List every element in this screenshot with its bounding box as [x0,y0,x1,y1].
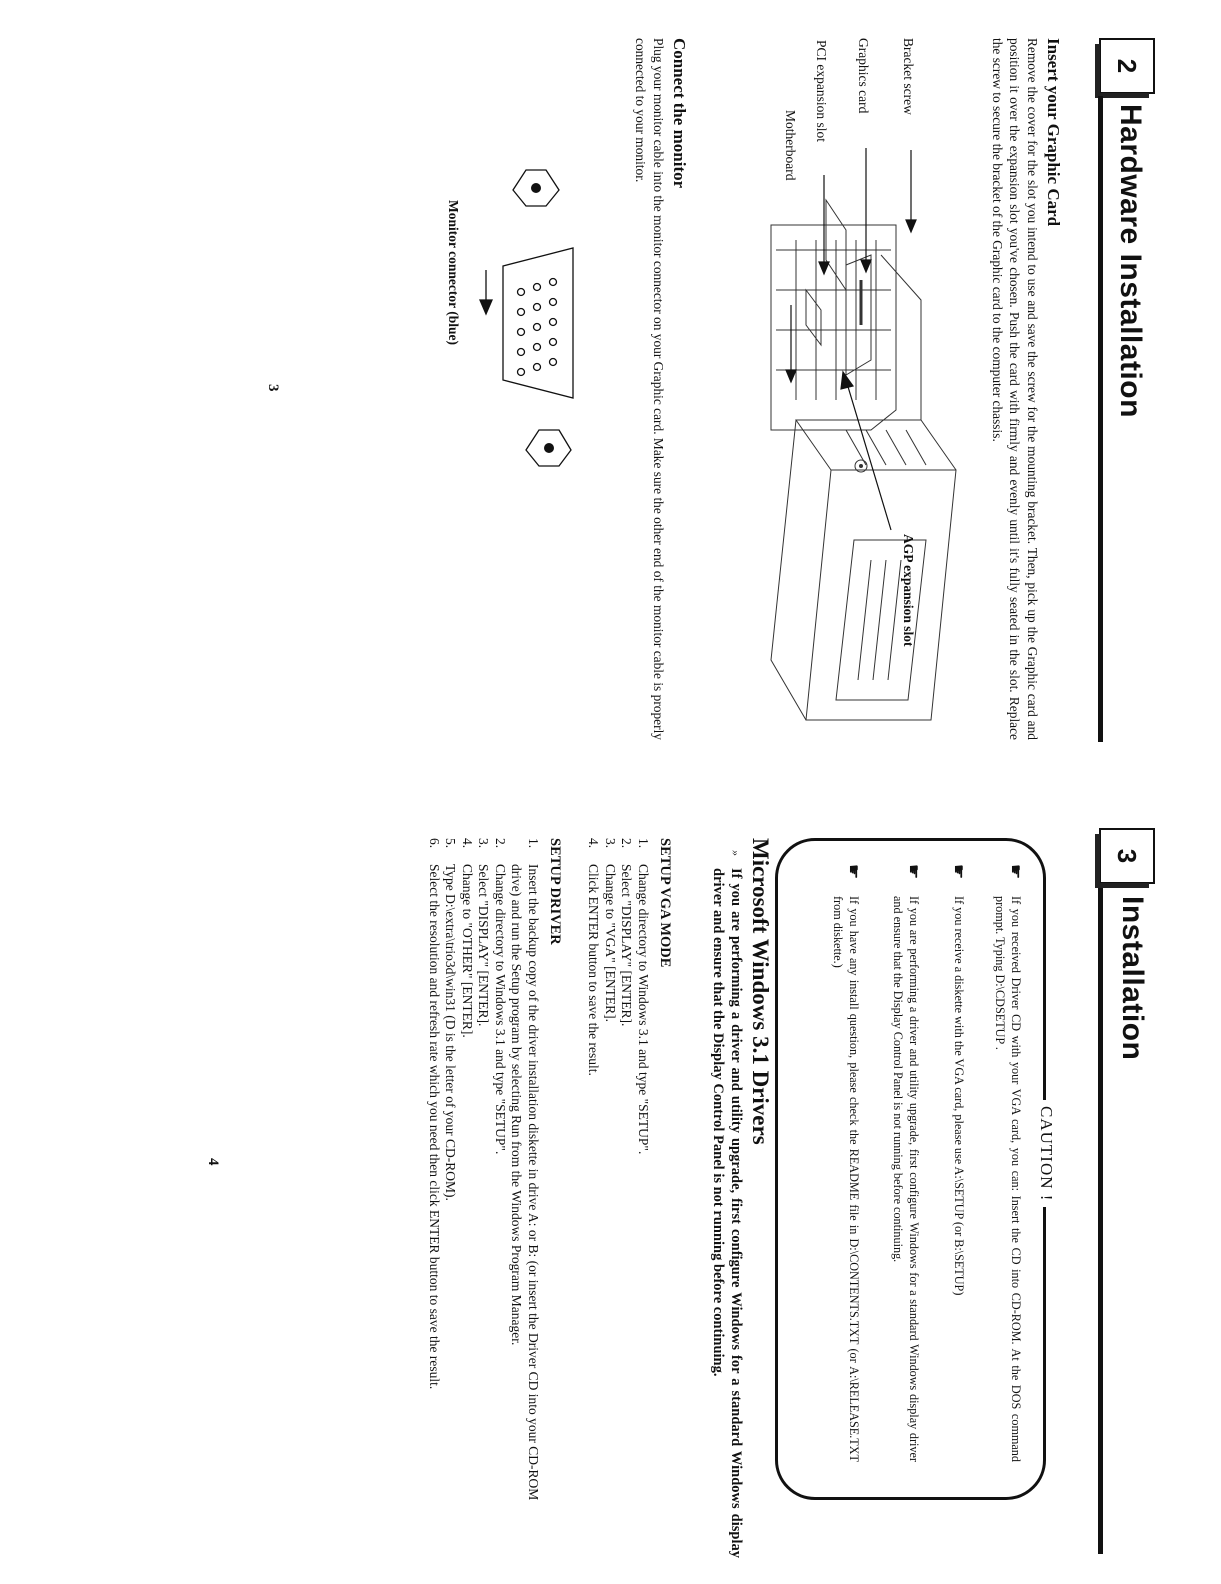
setup-driver-heading: SETUP DRIVER [547,838,563,945]
list-item: 1. Change directory to Windows 3.1 and type "SETUP". [636,838,651,1155]
chapter-rule [1098,888,1103,1554]
section-body-insert-card: Remove the cover for the slot you intend to use and save the screw for the mounting bracket. Then, pick up the Graphic card and position it over the expansion slot you've chosen. Push the card with firmly and evenly until it's fully seated in the slot. Replace the screw to secure the bracket of the Graphic card to the computer chassis. [990,38,1040,740]
caution-bullet-icon: ☛ [903,864,923,880]
label-agp-expansion-slot: AGP expansion slot [901,534,916,647]
label-motherboard: Motherboard [783,110,798,181]
chapter-number-box: 3 [1099,828,1155,884]
caution-item-1: If you received Driver CD with your VGA card, you can: Insert the CD into CD-ROM. At the DOS command prompt. Typing D:\CDSETUP . [993,896,1023,1462]
ms-windows-warning: If you are performing a driver and utility upgrade, first configure Windows for a standard Windows display driver and ensure that the Display Control Panel is not running before continuing. [710,868,744,1558]
chapter-title: Hardware Installation [1114,104,1147,418]
chapter-number-box: 2 [1099,38,1155,94]
section-heading-connect-monitor: Connect the monitor [670,38,689,189]
monitor-connector-diagram [441,0,601,792]
caution-item-3: If you are performing a driver and utility upgrade, first configure Windows for a standard Windows display driver and ensure that the Display Control Panel is not running before continuing. [891,896,921,1462]
list-item: 4. Change to "OTHER" [ENTER]. [460,838,475,1038]
section-heading-insert-card: Insert your Graphic Card [1044,38,1063,227]
caution-item-4: If you have any install question, please check the README file in D:\CONTENTS.TXT (or A:\RELEASE.TXT from diskette.) [831,896,861,1462]
setup-vga-list [585,838,651,1518]
list-item: 3. Change to "VGA" [ENTER]. [603,838,618,1022]
right-page [0,792,1221,1584]
chapter-title: Installation [1116,896,1149,1061]
caution-bullet-icon: ☛ [843,864,863,880]
setup-vga-heading: SETUP VGA MODE [657,838,673,968]
list-item: 2. Select "DISPLAY" [ENTER]. [619,838,635,1027]
list-item: 4. Click ENTER button to save the result. [586,838,602,1076]
page-number-left: 3 [265,384,281,392]
caution-item-2: If you receive a diskette with the VGA card, please use A:\SETUP (or B:\SETUP) [952,896,966,1296]
label-graphics-card: Graphics card [856,38,871,114]
chapter-rule [1098,96,1103,742]
caution-title: CAUTION ! [1036,1100,1056,1207]
caution-bullet-icon: ☛ [948,864,968,880]
section-body-connect-monitor: Plug your monitor cable into the monitor connector on your Graphic card. Make sure the other end of the monitor cable is properly connected to your monitor. [633,38,666,740]
caution-bullet-icon: ☛ [1005,864,1025,880]
list-item: 2. Change directory to Windows 3.1 and type "SETUP". [493,838,508,1155]
list-item: 5. Type D:\extra\trio3d\win31 (D is the letter of your CD-ROM). [443,838,459,1201]
card-install-diagram [566,0,986,792]
label-bracket-screw: Bracket screw [901,38,916,115]
warning-mark: » [729,850,743,856]
list-item: 3. Select "DISPLAY" [ENTER]. [476,838,492,1027]
label-monitor-connector: Monitor connector (blue) [446,200,461,345]
list-item: 6. Select the resolution and refresh rate which you need then click ENTER button to save the result. [427,838,442,1390]
setup-driver-list [426,838,542,1518]
list-item: 1. Insert the backup copy of the driver installation diskette in drive A: or B: (or insert the Driver CD into your CD-ROM drive) and run the Setup program by selecting Run from the Windows Program Manager. [509,838,541,1501]
page-number-right: 4 [205,1158,221,1166]
label-pci-expansion-slot: PCI expansion slot [814,40,829,143]
ms-windows-heading: Microsoft Windows 3.1 Drivers [748,838,773,1145]
